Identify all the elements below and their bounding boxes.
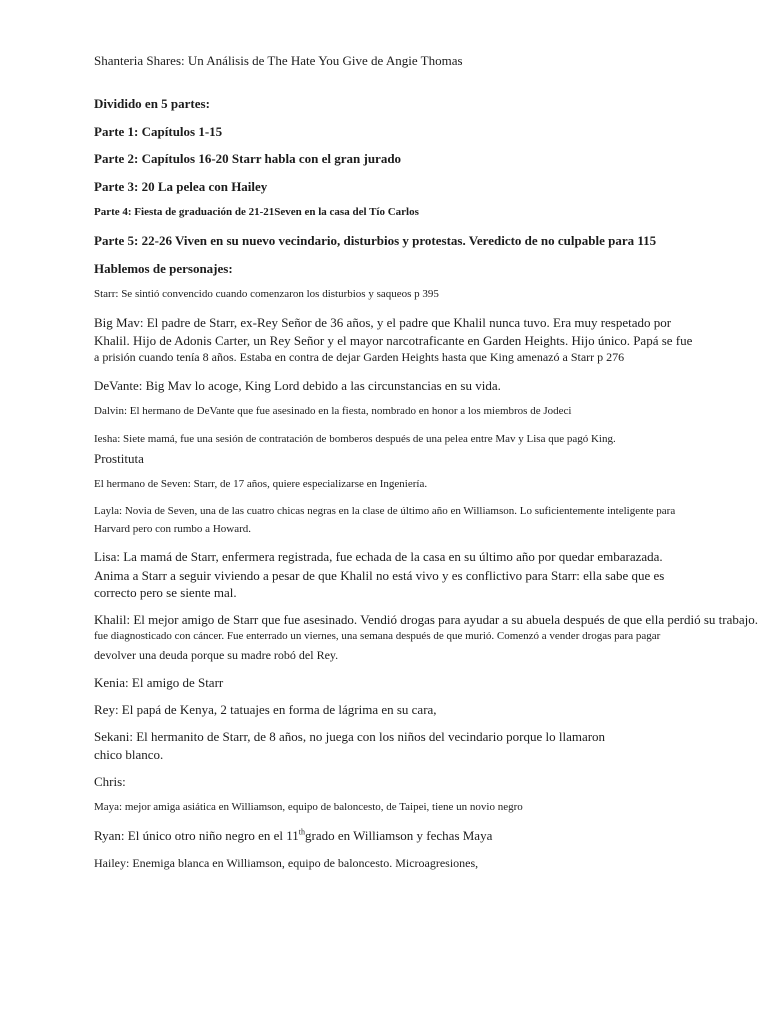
character-ryan-text-end: grado en Williamson y fechas Maya — [305, 828, 493, 843]
character-khalil-line-1: Khalil: El mejor amigo de Starr que fue asesinado. Vendió drogas para ayudar a su abuela después de que ella perdió su trabajo. — [94, 612, 758, 627]
character-khalil-line-2: fue diagnosticado con cáncer. Fue enterrado un viernes, una semana después de que murió. Comenzó a vender drogas para pagar — [94, 630, 661, 642]
character-sekani-line-1: Sekani: El hermanito de Starr, de 8 años, no juega con los niños del vecindario porque lo llamaron — [94, 729, 606, 744]
character-seven: El hermano de Seven: Starr, de 17 años, quiere especializarse en Ingeniería. — [94, 478, 428, 490]
ordinal-suffix: th — [298, 827, 306, 837]
character-lisa-line-3: correcto pero se siente mal. — [94, 585, 237, 600]
character-iesha-line-1: Iesha: Siete mamá, fue una sesión de contratación de bomberos después de una pelea entre Mav y Lisa que pagó King. — [94, 433, 616, 445]
character-devante: DeVante: Big Mav lo acoge, King Lord debido a las circunstancias en su vida. — [94, 378, 501, 393]
character-maya: Maya: mejor amiga asiática en Williamson, equipo de baloncesto, de Taipei, tiene un novio negro — [94, 801, 523, 813]
character-layla-line-2: Harvard pero con rumbo a Howard. — [94, 523, 251, 535]
character-lisa-line-1: Lisa: La mamá de Starr, enfermera registrada, fue echada de la casa en su último año por quedar embarazada. — [94, 549, 663, 564]
character-iesha-line-2: Prostituta — [94, 451, 144, 466]
character-bigmav-line-2: Khalil. Hijo de Adonis Carter, un Rey Señor y el mayor narcotraficante en Garden Heights. Hijo único. Papá se fue — [94, 333, 693, 348]
parts-heading: Dividido en 5 partes: — [94, 96, 210, 111]
character-ryan — [94, 829, 492, 842]
part-4: Parte 4: Fiesta de graduación de 21-21Seven en la casa del Tío Carlos — [94, 206, 419, 218]
part-3: Parte 3: 20 La pelea con Hailey — [94, 179, 268, 194]
character-chris: Chris: — [94, 774, 126, 789]
character-bigmav-line-3: a prisión cuando tenía 8 años. Estaba en contra de dejar Garden Heights hasta que King amenazó a Starr p 276 — [94, 350, 625, 364]
character-sekani-line-2: chico blanco. — [94, 747, 164, 762]
character-khalil-line-3: devolver una deuda porque su madre robó del Rey. — [94, 648, 339, 662]
character-lisa-line-2: Anima a Starr a seguir viviendo a pesar de que Khalil no está vivo y es conflictivo para Starr: ella sabe que es — [94, 568, 665, 583]
character-dalvin: Dalvin: El hermano de DeVante que fue asesinado en la fiesta, nombrado en honor a los miembros de Jodeci — [94, 405, 572, 417]
part-5: Parte 5: 22-26 Viven en su nuevo vecindario, disturbios y protestas. Veredicto de no culpable para 115 — [94, 233, 657, 248]
character-bigmav-line-1: Big Mav: El padre de Starr, ex-Rey Señor de 36 años, y el padre que Khalil nunca tuvo. Era muy respetado por — [94, 315, 672, 330]
part-1: Parte 1: Capítulos 1-15 — [94, 124, 223, 139]
characters-heading: Hablemos de personajes: — [94, 261, 233, 276]
part-2: Parte 2: Capítulos 16-20 Starr habla con el gran jurado — [94, 151, 402, 166]
character-rey: Rey: El papá de Kenya, 2 tatuajes en forma de lágrima en su cara, — [94, 702, 437, 717]
document-title: Shanteria Shares: Un Análisis de The Hate You Give de Angie Thomas — [94, 53, 463, 68]
character-ryan-text: Ryan: El único otro niño negro en el 11 — [94, 828, 299, 843]
character-hailey: Hailey: Enemiga blanca en Williamson, equipo de baloncesto. Microagresiones, — [94, 856, 479, 870]
character-kenia: Kenia: El amigo de Starr — [94, 675, 224, 690]
character-layla-line-1: Layla: Novia de Seven, una de las cuatro chicas negras en la clase de último año en Williamson. Lo suficientemente inteligente para — [94, 505, 676, 517]
character-starr: Starr: Se sintió convencido cuando comenzaron los disturbios y saqueos p 395 — [94, 288, 439, 300]
